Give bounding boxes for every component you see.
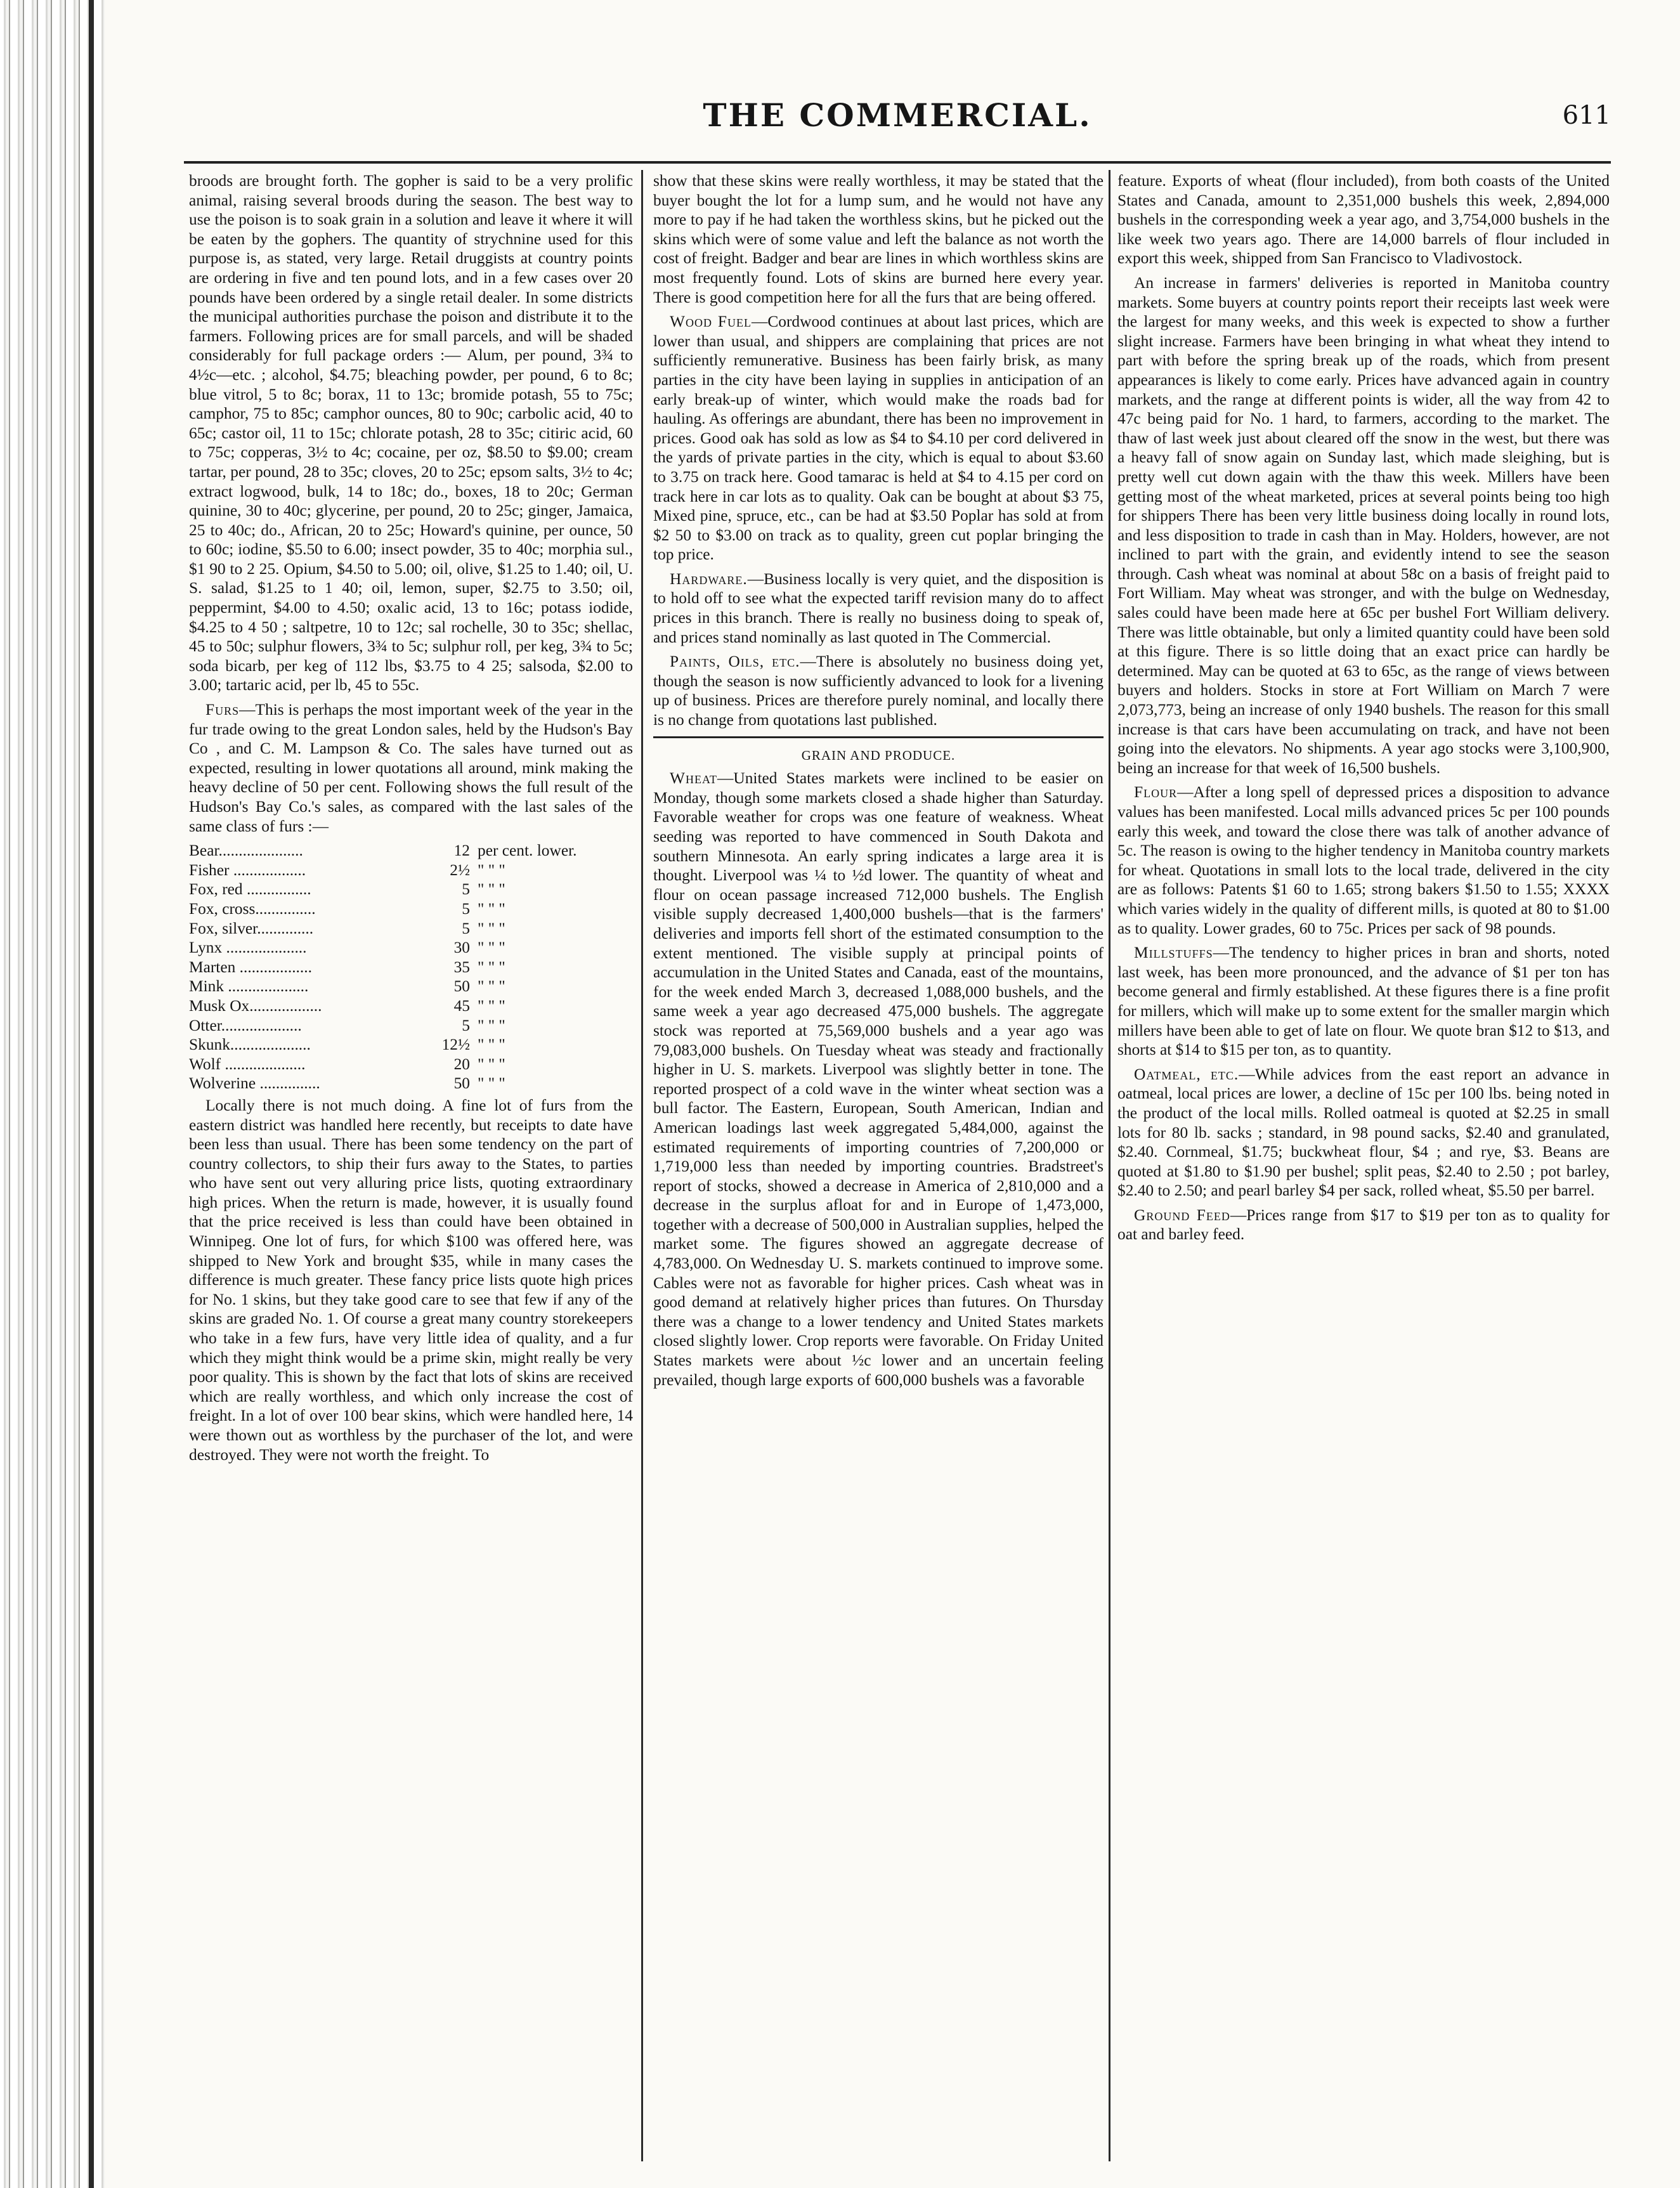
fur-decline-unit: " " " [478, 996, 505, 1015]
furs-paragraph [189, 700, 633, 836]
fur-price-table [189, 841, 633, 1093]
ground-feed-text: —Prices range from $17 to $19 per ton as to quality for oat and barley feed. [1117, 1206, 1610, 1244]
fur-row [189, 996, 633, 1016]
fur-decline-value: 5 [462, 880, 470, 899]
wood-fuel-lead: Wood Fuel [670, 313, 752, 331]
ground-feed-lead: Ground Feed [1134, 1206, 1230, 1224]
ground-feed-paragraph [1117, 1206, 1610, 1244]
fur-decline-value: 45 [453, 996, 470, 1015]
fur-decline-unit: " " " [478, 958, 505, 976]
column-2 [653, 171, 1104, 2163]
masthead-title: THE COMMERCIAL. [703, 96, 1092, 134]
fur-decline-value: 2½ [450, 861, 470, 879]
fur-decline-value: 30 [453, 939, 470, 957]
fur-row [189, 880, 633, 899]
fur-decline-unit: " " " [478, 1055, 505, 1073]
fur-decline-unit: " " " [478, 939, 505, 957]
fur-decline-unit: per cent. lower. [478, 842, 577, 860]
binding-shadow [89, 0, 94, 2188]
fur-row [189, 958, 633, 977]
fur-decline-value: 20 [453, 1055, 470, 1073]
fur-decline-value: 12½ [441, 1036, 470, 1054]
fur-row [189, 919, 633, 939]
flour-lead: Flour [1134, 783, 1178, 802]
column-3 [1117, 171, 1610, 2163]
fur-row [189, 977, 633, 996]
fur-decline-value: 50 [453, 1074, 470, 1093]
fur-decline-value: 50 [453, 977, 470, 996]
fur-name: Mink .................... [189, 977, 309, 996]
fur-name: Fox, cross............... [189, 899, 316, 918]
flour-paragraph [1117, 783, 1610, 938]
millstuffs-lead: Millstuffs [1134, 944, 1213, 962]
section-heading: GRAIN AND PRODUCE. [801, 747, 956, 763]
worthless-skins-paragraph: show that these skins were really worthless, it may be stated that the buyer bought the lot for a lump sum, and he would not have any more to pay if he had taken the worthless skins, but he picked out the skins which were of some value and left the balance as not worth the cost of freight. Badger and bear are lines in which worthless skins are most frequently found. Lots of skins are burned here every year. There is good competition here for all the furs that are being offered. [653, 172, 1104, 306]
fur-name: Otter.................... [189, 1016, 302, 1034]
page-header [184, 95, 1611, 146]
wheat-lead: Wheat [670, 769, 717, 788]
paints-paragraph [653, 652, 1104, 729]
oatmeal-lead: Oatmeal, etc. [1134, 1065, 1239, 1083]
fur-row [189, 1055, 633, 1074]
drug-prices-paragraph: broods are brought forth. The gopher is said to be a very prolific animal, raising several broods during the season. The best way to use the poison is to soak grain in a solution and leave it where it will be eaten by the gophers. The quantity of strychnine used for this purpose is, as stated, very large. Retail druggists at country points are ordering in five and ten pound lots, and in a few cases over 20 pounds have been ordered by a single retail dealer. In some districts the municipal authorities purchase the poison and distribute it to the farmers. Following prices are for small parcels, and will be shaded considerably for full package orders :— Alum, per pound, 3¾ to 4½c—etc. ; alcohol, $4.75; bleaching powder, per pound, 6 to 8c; blue vitrol, 5 to 8c; borax, 11 to 13c; bromide potash, 55 to 75c; camphor, 75 to 85c; camphor ounces, 80 to 90c; carbolic acid, 40 to 65c; castor oil, 11 to 15c; chlorate potash, 28 to 35c; citiric acid, 60 to 75c; copperas, 3½ to 4c; cocaine, per oz, $8.50 to $9.00; cream tartar, per pound, 28 to 35c; cloves, 20 to 25c; epsom salts, 3½ to 4c; extract logwood, bulk, 14 to 18c; do., boxes, 18 to 20c; German quinine, 30 to 40c; glycerine, per pound, 20 to 25c; ginger, Jamaica, 25 to 40c; do., African, 20 to 25c; Howard's quinine, per ounce, 50 to 60c; iodine, $5.50 to 6.00; insect powder, 35 to 40c; morphia sul., $1 90 to 2 25. Opium, $4.50 to 5.00; oil, olive, $1.25 to 1.40; oil, U. S. salad, $1.25 to 1 40; oil, lemon, super, $2.75 to 3.50; oil, peppermint, $4.00 to 4.50; oxalic acid, 13 to 16c; potass iodide, $4.25 to 4 50 ; saltpetre, 10 to 12c; sal rochelle, 30 to 35c; shellac, 45 to 50c; sulphur flowers, 3¾ to 5c; sulphur roll, per keg, 3¾ to 5c; soda bicarb, per keg of 112 lbs, $3.75 to 4 25; salsoda, $2.00 to 3.00; tartaric acid, per lb, 45 to 55c. [189, 172, 633, 694]
fur-decline-unit: " " " [478, 861, 505, 879]
fur-row [189, 1035, 633, 1055]
fur-decline-value: 5 [462, 899, 470, 918]
hardware-lead: Hardware. [670, 570, 748, 588]
wheat-text: —United States markets were inclined to be easier on Monday, though some markets closed a shade higher than Saturday. Favorable weather for crops was one feature of weakness. Wheat seeding was reported to have commenced in South Dakota and southern Minnesota. An early spring indicates a large area it is thought. Liverpool was ¼ to ½d lower. The quantity of wheat and flour on ocean passage increased 712,000 bushels. The English visible supply decreased 1,400,000 bushels—that is the farmers' deliveries and imports fell short of the estimated consumption to the extent mentioned. The visible supply at principal points of accumulation in the United States and Canada, east of the mountains, for the week ended March 3, decreased 1,088,000 bushels, and the same week a year ago decreased 475,000 bushels. The aggregate stock was reported at 75,569,000 bushels and a year ago was 79,083,000 bushels. On Tuesday wheat was steady and fractionally higher in U. S. markets. Liverpool was slightly better in tone. The reported prospect of a cold wave in the winter wheat section was a bull factor. The Eastern, European, South American, Indian and American loadings last week aggregated 5,484,000, against the estimated requirements of importing countries of 7,200,000 or 1,719,000 less than needed by importing countries. Bradstreet's report of stocks, showed a decrease in America of 2,810,000 and a decrease in the surplus afloat for and in Europe of 1,473,000, together with a decrease of 500,000 in Australian supplies, helped the market some. The figures showed an aggregate decrease of 4,783,000. On Wednesday U. S. markets continued to improve some. Cables were not as favorable for higher prices. Cash wheat was in good demand at relatively higher prices than futures. On Thursday there was a change to a lower tendency and United States markets closed slightly lower. Crop reports were favorable. On Friday United States markets were about ½c lower and an uncertain feeling prevailed, though large exports of 600,000 bushels was a favorable [653, 769, 1104, 1389]
fur-decline-value: 35 [453, 958, 470, 976]
paints-text: —There is absolutely no business doing yet, though the season is now sufficiently advanced to look for a livening up of business. Prices are therefore purely nominal, and locally there is no change from quotations last published. [653, 653, 1104, 729]
fur-decline-value: 12 [453, 842, 470, 860]
wood-fuel-paragraph [653, 312, 1104, 564]
fur-decline-unit: " " " [478, 1016, 505, 1034]
millstuffs-paragraph [1117, 943, 1610, 1060]
fur-decline-unit: " " " [478, 880, 505, 899]
fur-decline-unit: " " " [478, 1036, 505, 1054]
fur-name: Lynx .................... [189, 939, 307, 957]
fur-row [189, 1074, 633, 1093]
fur-row [189, 861, 633, 880]
column-1 [189, 171, 633, 2163]
fur-name: Fox, silver.............. [189, 919, 314, 937]
hardware-paragraph [653, 570, 1104, 647]
exports-paragraph: feature. Exports of wheat (flour included), from both coasts of the United States and Canada, amount to 2,351,000 bushels this week, 2,894,000 bushels in the corresponding week a year ago, and 3,754,000 bushels in the like week two years ago. There are 14,000 barrels of flour included in export this week, shipped from San Francisco to Vladivostock. [1117, 172, 1610, 268]
fur-row [189, 899, 633, 919]
page-number: 611 [1562, 101, 1611, 130]
oatmeal-text: —While advices from the east report an advance in oatmeal, local prices are lower, a decline of 15c per 100 lbs. being noted in the product of the local mills. Rolled oatmeal is quoted at $2.25 in small lots for 80 lb. sacks ; standard, in 98 pound sacks, $2.40 and granulated, $2.40. Cornmeal, $1.75; buckwheat flour, $4 ; and rye, $3. Beans are quoted at $1.80 to $1.90 per bushel; split peas, $2.40 to 2.50 ; pot barley, $2.40 to 2.50; and pearl barley $4 per sack, rolled wheat, $5.50 per barrel. [1117, 1065, 1610, 1200]
fur-decline-unit: " " " [478, 977, 505, 996]
fur-name: Fox, red ................ [189, 880, 311, 899]
hardware-text: —Business locally is very quiet, and the disposition is to hold off to see what the expected tariff revision many do to affect prices in this branch. There is really no business doing to speak of, and prices stand nominally as last quoted in The Commercial. [653, 570, 1104, 646]
fur-row [189, 1016, 633, 1036]
header-rule [184, 161, 1611, 164]
fur-name: Wolverine ............... [189, 1074, 320, 1093]
fur-name: Bear..................... [189, 842, 303, 860]
fur-row [189, 841, 633, 861]
fur-name: Skunk.................... [189, 1036, 311, 1054]
wheat-paragraph [653, 769, 1104, 1390]
flour-text: —After a long spell of depressed prices a disposition to advance values has been manifested. Local mills advanced prices 5c per 100 pounds early this week, and toward the close there was talk of another advance of 5c. The reason is owing to the higher tendency in Manitoba country markets for wheat. Quotations in small lots to the local trade, delivered in the city are as follows: Patents $1 60 to 1.65; strong bakers $1.50 to 1.55; XXXX which varies widely in the quality of different mills, is quoted at 80 to $1.00 as to quality. Lower grades, 60 to 75c. Prices per sack of 98 pounds. [1117, 783, 1610, 937]
fur-decline-value: 5 [462, 919, 470, 937]
millstuffs-text: —The tendency to higher prices in bran and shorts, noted last week, has been more pronounced, and the advance of $1 per ton has become general and firmly established. At these figures there is a fine profit for millers, which will make up to some extent for the smaller margin which millers have been able to get of late on flour. We quote bran $12 to $13, and shorts at $14 to $15 per ton, as to quantity. [1117, 944, 1610, 1059]
fur-name: Fisher .................. [189, 861, 306, 879]
fur-decline-unit: " " " [478, 899, 505, 918]
furs-lead: Furs [205, 701, 240, 719]
local-furs-paragraph: Locally there is not much doing. A fine lot of furs from the eastern district was handled here recently, but receipts to date have been less than usual. There has been some tendency on the part of country collectors, to ship their furs away to the States, to parties who have sent out very alluring price lists, quoting extraordinary high prices. When the return is made, however, it is usually found that the price received is less than could have been obtained in Winnipeg. One lot of furs, for which $100 was offered here, was shipped to New York and brought $35, while in many cases the difference is much greater. These fancy price lists quote high prices for No. 1 skins, but they take good care to see that few if any of the skins are graded No. 1. Of course a great many country storekeepers who take in a few furs, have very little idea of quality, and a fur which they might think would be a prime skin, might really be very poor quality. This is shown by the fact that lots of skins are received which are really worthless, and which only increase the cost of freight. In a lot of over 100 bear skins, which were handled here, 14 were thown out as worthless by the purchaser of the lot, and were destroyed. They were not worth the freight. To [189, 1096, 633, 1464]
fur-name: Marten .................. [189, 958, 312, 976]
column-divider-2 [1109, 170, 1110, 2161]
fur-decline-unit: " " " [478, 919, 505, 937]
column-divider-1 [641, 170, 643, 2161]
farmers-deliveries-paragraph: An increase in farmers' deliveries is reported in Manitoba country markets. Some buyers at country points report their receipts last week were the largest for many weeks, and this week is expected to show a further slight increase. Farmers have been bringing in what wheat they intend to part with before the spring break up of the roads, which from present appearances is likely to come early. Prices have advanced again in country markets, and the range at different points is wider, all the way from 42 to 47c being paid for No. 1 hard, to farmers, according to the market. The thaw of last week just about cleared off the snow in the west, but there was a heavy fall of snow again on Sunday last, which made sleighing, but is pretty well cut down again with the thaw this week. Millers have been getting most of the wheat marketed, prices at several points being too high for shippers There has been very little business doing locally in round lots, and less disposition to trade in cash than in May. Holders, however, are not inclined to part with the grain, and evidently intend to see the season through. Cash wheat was nominal at about 58c on a basis of freight paid to Fort William. May wheat was stronger, and with the bulge on Wednesday, sales could have been made here at 65c per bushel Fort William delivery. There was little obtainable, but only a limited quantity could have been sold at this figure. There is so little doing that an exact price can hardly be determined. May can be quoted at 63 to 65c, as the range of views between buyers and holders. Stocks in store at Fort William on March 7 were 2,073,773, being an increase of only 1940 bushels. The reason for this small increase is that cars have been accumulating on track, and have not been going into the elevators. No shipments. A year ago stocks were 3,100,900, being an increase for that week of 16,500 bushels. [1117, 273, 1610, 777]
paints-lead: Paints, Oils, etc. [670, 653, 800, 671]
fur-decline-unit: " " " [478, 1074, 505, 1093]
fur-decline-value: 5 [462, 1016, 470, 1034]
fur-name: Musk Ox.................. [189, 996, 322, 1015]
wood-fuel-text: —Cordwood continues at about last prices, which are lower than usual, and shippers are complaining that prices are not sufficiently remunerative. Business has been fairly brisk, as many parties in the city have been laying in supplies in anticipation of an early break-up of winter, which would make the roads bad for hauling. As offerings are abundant, there has been no improvement in prices. Good oak has sold as low as $4 to $4.10 per cord delivered in the yards of private parties in the city, which is equal to about $3.60 to 3.75 on track here. Good tamarac is held at $4 to 4.15 per cord on track here in car lots as to quality. Oak can be bought at about $3 75, Mixed pine, spruce, etc., can be had at $3.50 Poplar has sold at from $2 50 to $3.00 on track as to quality, green cut poplar bringing the top price. [653, 313, 1104, 564]
oatmeal-paragraph [1117, 1065, 1610, 1201]
fur-row [189, 938, 633, 958]
fur-name: Wolf .................... [189, 1055, 306, 1073]
furs-intro: —This is perhaps the most important week of the year in the fur trade owing to the great London sales, held by the Hudson's Bay Co , and C. M. Lampson & Co. The sales have turned out as expected, resulting in lower quotations all around, mink making the heavy decline of 50 per cent. Following shows the full result of the Hudson's Bay Co.'s sales, as compared with the last sales of the same class of furs :— [189, 701, 633, 835]
section-rule [653, 736, 1104, 738]
